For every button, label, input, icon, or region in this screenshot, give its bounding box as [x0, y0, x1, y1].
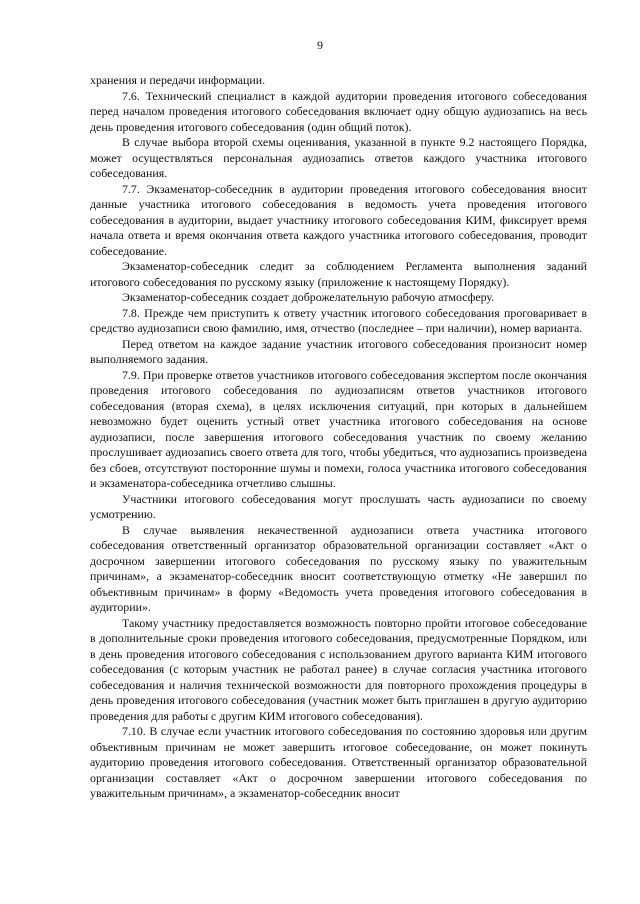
paragraph-7-9: 7.9. При проверке ответов участников итогового собеседования экспертом после окончания проведения итогового собеседования по аудиозаписям ответов участников итогового собеседования (вторая схема), в целях исключения ситуаций, при которых в дальнейшем невозможно будет оценить устный ответ участника итогового собеседования на основе аудиозаписи, после завершения итогового собеседования участник по своему желанию прослушивает аудиозапись своего ответа для того, чтобы убедиться, что аудиозапись произведена без сбоев, отсутствуют посторонние шумы и помехи, голоса участника итогового собеседования и экзаменатора-собеседника отчетливо слышны. — [90, 367, 587, 490]
page-number: 9 — [317, 38, 323, 52]
paragraph: В случае выявления некачественной аудиозаписи ответа участника итогового собеседования ответственный организатор образовательной организации составляет «Акт о досрочном завершении итогового собеседования по русскому языку по уважительным причинам», а экзаменатор-собеседник вносит соответствующую отметку «Не завершил по объективным причинам» в форму «Ведомость учета проведения итогового собеседования в аудитории». — [90, 522, 587, 614]
paragraph: Экзаменатор-собеседник следит за соблюдением Регламента выполнения заданий итогового собеседования по русскому языку (приложение к настоящему Порядку). — [90, 259, 587, 289]
paragraph-7-6: 7.6. Технический специалист в каждой аудитории проведения итогового собеседования перед началом проведения итогового собеседования включает одну общую аудиозапись на весь день проведения итогового собеседования (один общий поток). — [90, 88, 587, 134]
paragraph: В случае выбора второй схемы оценивания, указанной в пункте 9.2 настоящего Порядка, может осуществляться персональная аудиозапись ответов каждого участника итогового собеседования. — [90, 135, 587, 180]
paragraph: Участники итогового собеседования могут прослушать часть аудиозаписи по своему усмотрению. — [90, 491, 587, 521]
paragraph: хранения и передачи информации. — [90, 73, 266, 87]
paragraph: Такому участнику предоставляется возможность повторно пройти итоговое собеседование в дополнительные сроки проведения итогового собеседования, предусмотренные Порядком, или в день проведения итогового собеседования с использованием другого варианта КИМ итогового собеседования (с которым участник не работал ранее) в случае согласия участника итогового собеседования и наличия технической возможности для повторного прохождения процедуры в день проведения итогового собеседования (участник может быть приглашен в другую аудиторию проведения для работы с другим КИМ итогового собеседования). — [90, 615, 587, 723]
paragraph: Экзаменатор-собеседник создает доброжелательную рабочую атмосферу. — [122, 290, 495, 304]
paragraph-7-10: 7.10. В случае если участник итогового собеседования по состоянию здоровья или другим объективным причинам не может завершить итоговое собеседование, он может покинуть аудиторию проведения итогового собеседования. Ответственный организатор образовательной организации составляет «Акт о досрочном завершении итогового собеседования по уважительным причинам», а экзаменатор-собеседник вносит — [90, 724, 587, 800]
document-body — [90, 73, 587, 802]
paragraph: Перед ответом на каждое задание участник итогового собеседования произносит номер выполняемого задания. — [90, 336, 587, 366]
paragraph-7-8: 7.8. Прежде чем приступить к ответу участник итогового собеседования проговаривает в средство аудиозаписи свою фамилию, имя, отчество (последнее – при наличии), номер варианта. — [90, 305, 587, 335]
paragraph-7-7: 7.7. Экзаменатор-собеседник в аудитории проведения итогового собеседования вносит данные участника итогового собеседования в ведомость учета проведения итогового собеседования в аудитории, выдает участнику итогового собеседования КИМ, фиксирует время начала ответа и время окончания ответа каждого участника итогового собеседования, проводит собеседование. — [90, 181, 587, 258]
